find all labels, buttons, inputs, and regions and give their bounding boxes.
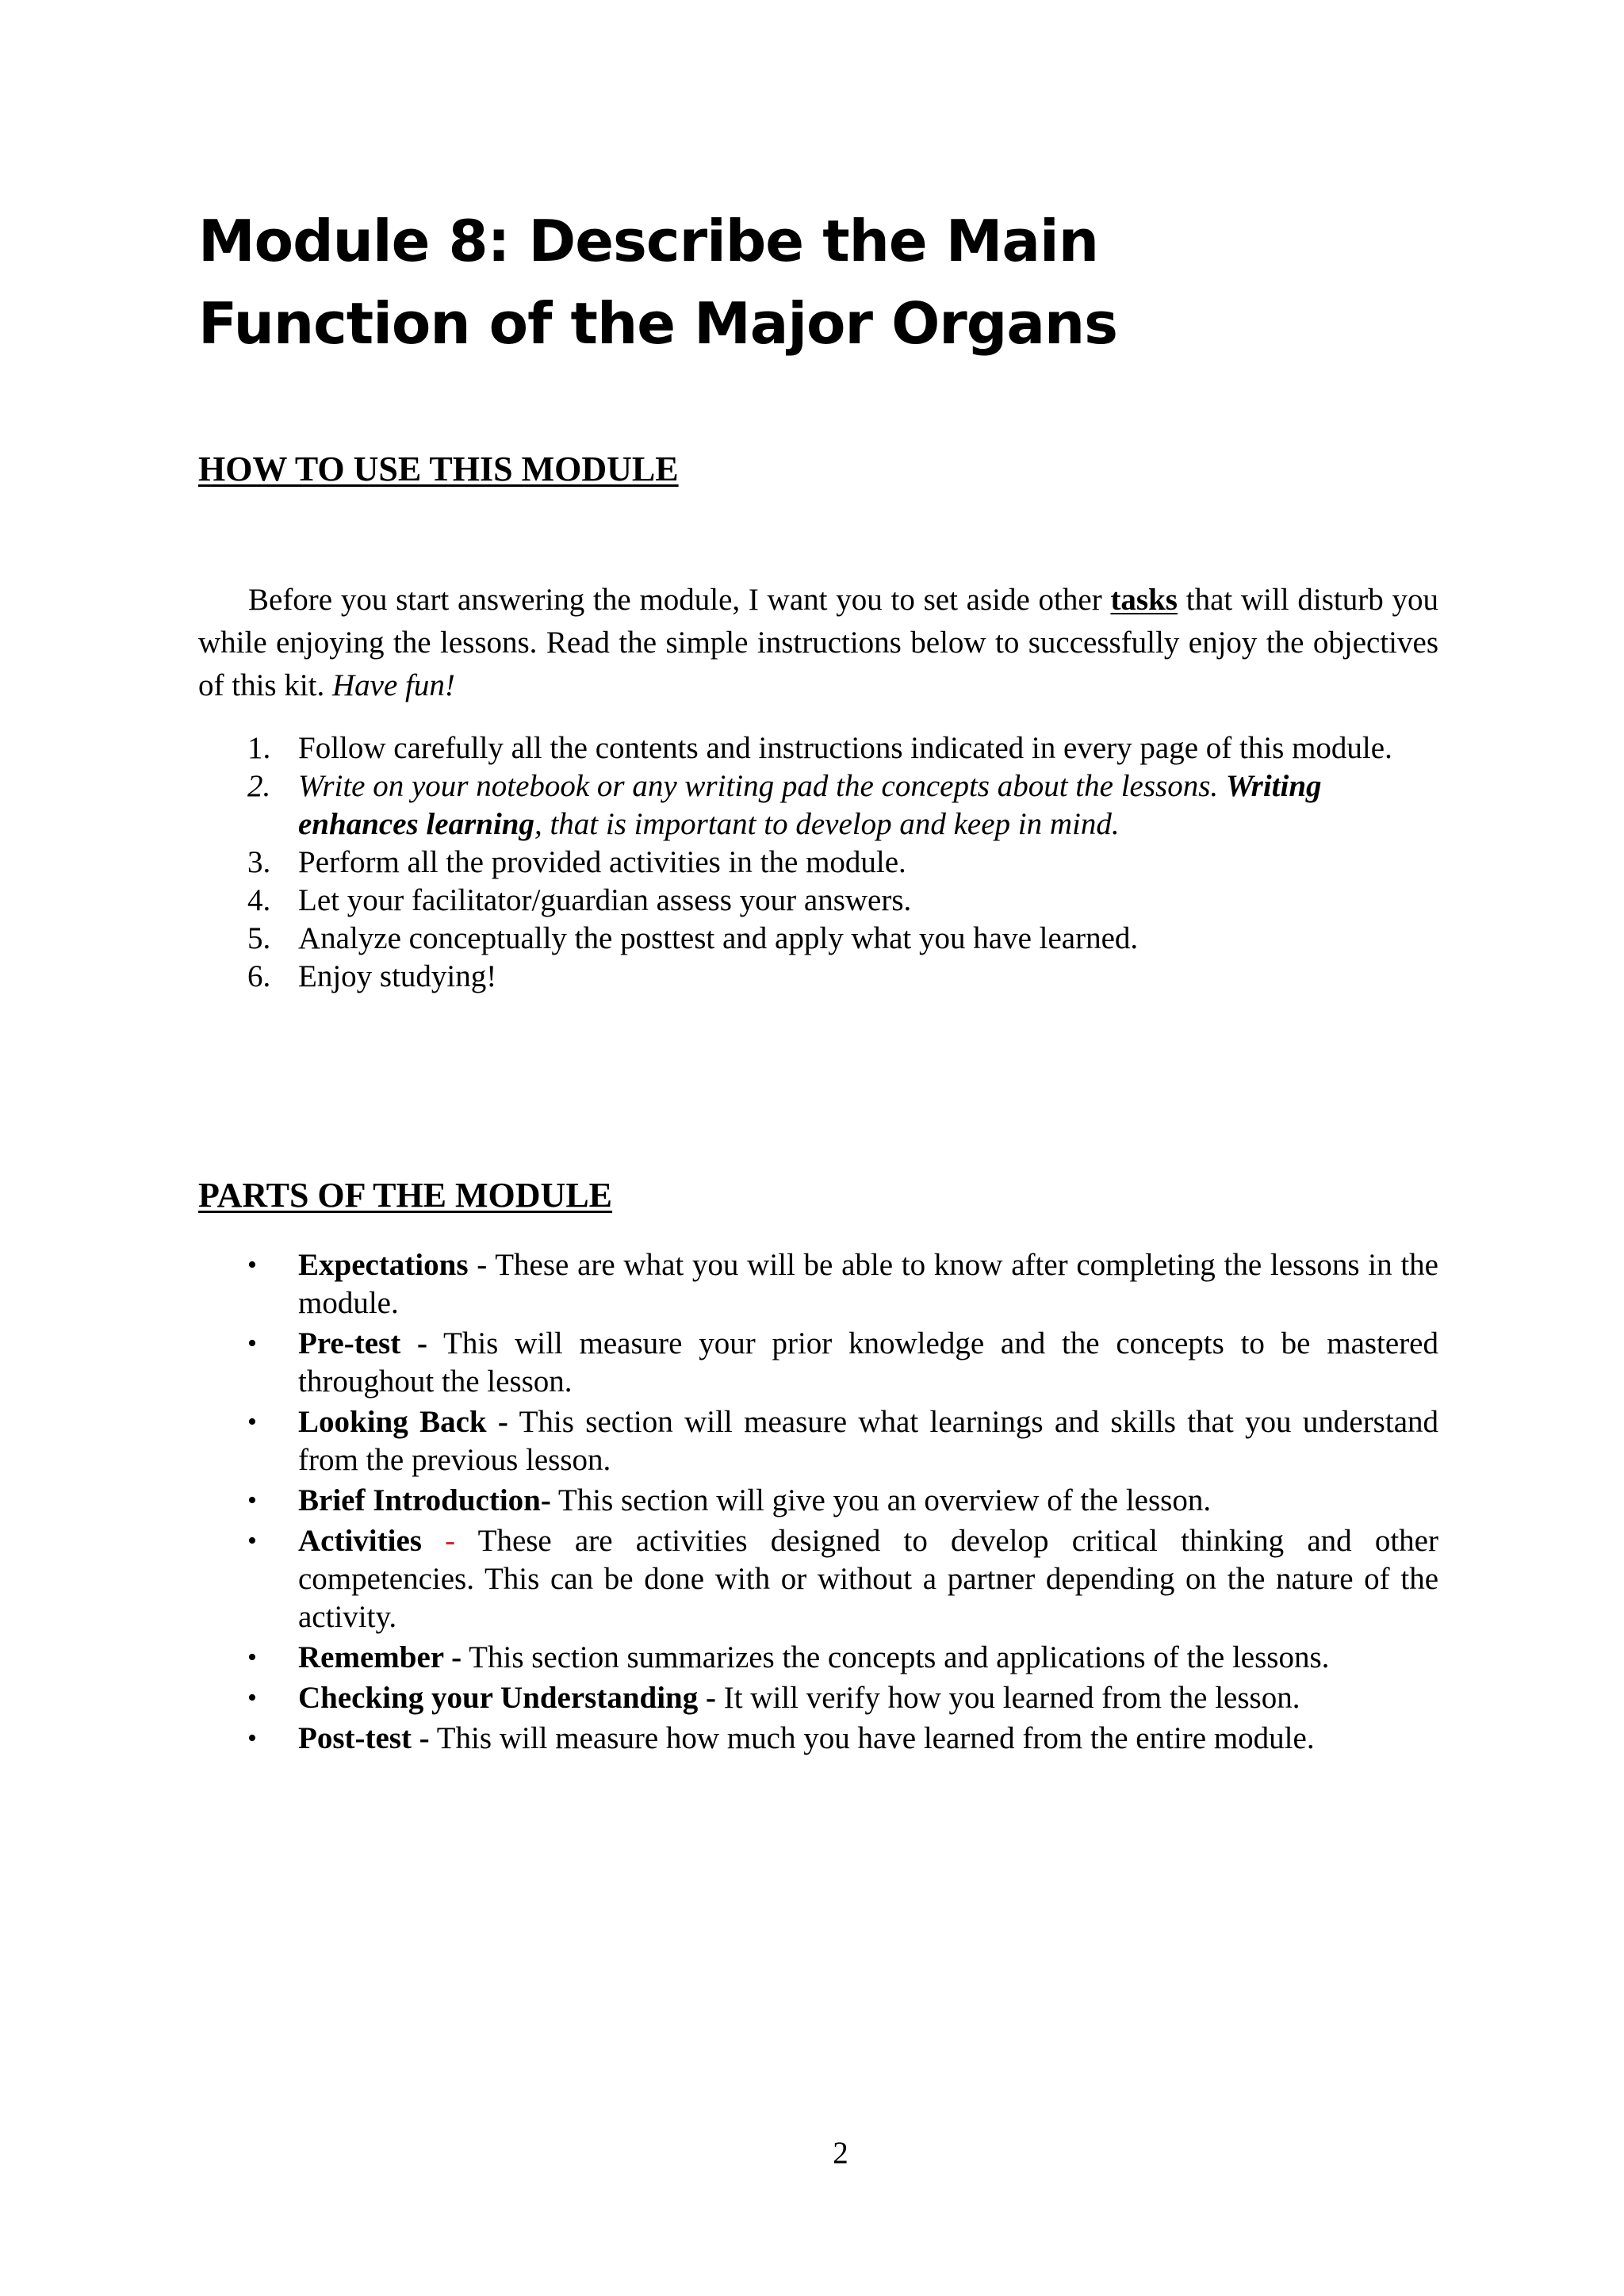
bullet-icon: • [247,1407,257,1437]
instruction-number: 3. [247,845,271,879]
module-part-term: Post-test - [298,1721,430,1755]
module-part-term: Expectations [298,1248,469,1282]
intro-text-before: Before you start answering the module, I want you to set aside other [248,583,1111,617]
module-part-term: Activities [298,1524,422,1558]
instruction-number: 6. [247,959,271,993]
bullet-icon: • [247,1526,257,1556]
instruction-item [198,767,1438,844]
module-parts-list [198,1246,1438,1760]
module-part-term: Pre-test - [298,1326,427,1360]
bullet-icon: • [247,1486,257,1515]
module-part-separator [462,1640,469,1674]
instruction-text: Perform all the provided activities in the module. [298,845,906,879]
intro-paragraph [198,579,1438,707]
intro-text-after: that will disturb you while enjoying the lessons. Read the simple instructions below to successfully enjoy the objectives of this kit. [198,583,1438,702]
module-part-item [198,1522,1438,1636]
how-to-use-heading: HOW TO USE THIS MODULE [198,450,679,488]
module-part-separator [427,1326,443,1360]
instruction-number: 5. [247,921,271,955]
instruction-list [198,729,1438,996]
module-part-item [198,1482,1438,1520]
instruction-text: Follow carefully all the contents and instructions indicated in every page of this module. [298,731,1392,765]
module-part-description: These are activities designed to develop critical thinking and other competencies. This can be done with or without a partner depending on the nature of the activity. [298,1524,1438,1634]
module-part-description: This will measure how much you have learned from the entire module. [436,1721,1315,1755]
module-part-item [198,1325,1438,1401]
module-part-item [198,1679,1438,1717]
instruction-item [198,729,1438,767]
bullet-icon: • [247,1683,257,1712]
module-part-separator [430,1721,437,1755]
instruction-number: 4. [247,883,271,917]
instruction-number: 1. [247,731,271,765]
intro-keyword: tasks [1110,583,1178,617]
module-part-description: This will measure your prior knowledge and the concepts to be mastered throughout the lesson. [298,1326,1438,1399]
module-part-separator [508,1405,519,1439]
module-part-item [198,1720,1438,1758]
module-title-line-1: Module 8: Describe the Main [198,208,1098,274]
instruction-text: Analyze conceptually the posttest and apply what you have learned. [298,921,1139,955]
module-part-separator: - [421,1524,478,1558]
instruction-item [198,958,1438,996]
module-part-item [198,1639,1438,1677]
module-part-item [198,1403,1438,1479]
page-number: 2 [833,2136,848,2170]
module-part-separator [716,1681,724,1715]
instruction-text: Let your facilitator/guardian assess your answers. [298,883,912,917]
instruction-emphasis: Writing enhances learning [298,769,1322,841]
instruction-item [198,920,1438,958]
instruction-item [198,844,1438,882]
module-part-term: Checking your Understanding - [298,1681,716,1715]
module-part-description: This section summarizes the concepts and applications of the lessons. [469,1640,1330,1674]
instruction-text: Enjoy studying! [298,959,497,993]
instruction-item [198,882,1438,920]
bullet-icon: • [247,1329,257,1358]
module-part-separator: - [468,1248,496,1282]
module-part-description: This section will give you an overview of the lesson. [557,1483,1212,1517]
module-title-line-2: Function of the Major Organs [198,290,1118,357]
module-part-item [198,1246,1438,1322]
bullet-icon: • [247,1250,257,1280]
instruction-number: 2. [247,769,271,803]
module-title [198,200,1467,365]
module-part-term: Remember - [298,1640,462,1674]
module-part-description: This section will measure what learnings and skills that you understand from the previous lesson. [298,1405,1439,1477]
bullet-icon: • [247,1724,257,1753]
bullet-icon: • [247,1643,257,1672]
intro-closing: Have fun! [332,668,455,702]
module-part-term: Brief Introduction- [298,1483,551,1517]
instruction-text-after: , that is important to develop and keep in mind. [534,807,1120,841]
module-part-separator [551,1483,558,1517]
module-part-description: These are what you will be able to know after completing the lessons in the module. [298,1248,1438,1320]
parts-of-module-heading: PARTS OF THE MODULE [198,1176,613,1215]
instruction-text: Write on your notebook or any writing pad the concepts about the lessons. [298,769,1226,803]
module-part-term: Looking Back - [298,1405,508,1439]
module-part-description: It will verify how you learned from the lesson. [723,1681,1300,1715]
